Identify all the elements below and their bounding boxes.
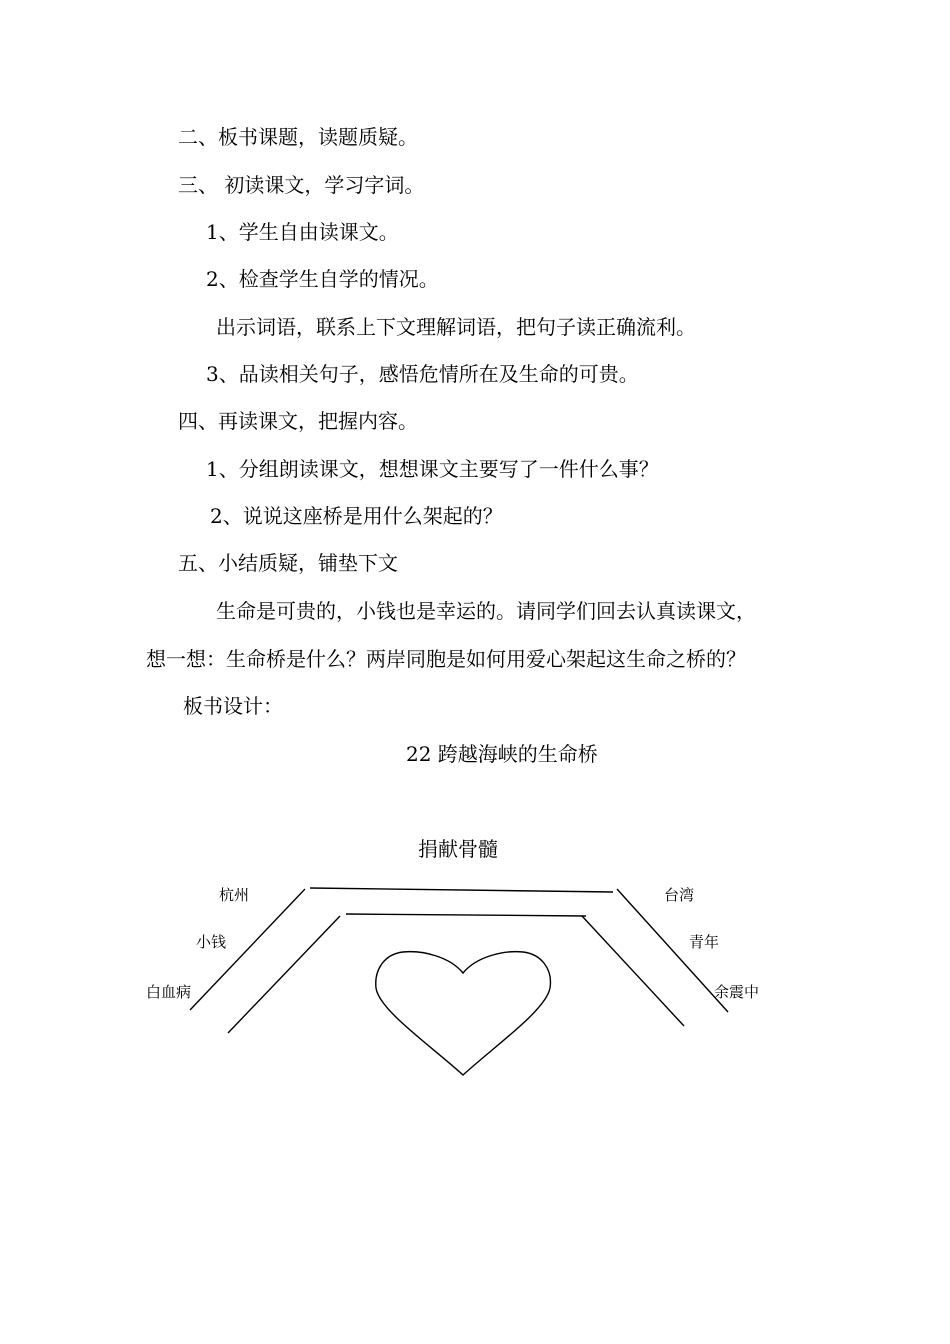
bridge-inner-right-line [582,916,684,1026]
board-right-label-3: 余震中 [714,983,760,1001]
bridge-outer-right-line [617,889,728,1012]
board-left-label-2: 小钱 [196,933,227,951]
board-left-label-1: 杭州 [219,886,250,904]
heart-icon [376,952,551,1075]
step-three-heading: 三、 初读课文，学习字词。 [178,173,425,197]
board-left-label-3: 白血病 [146,983,192,1001]
step-four-heading: 四、再读课文，把握内容。 [178,409,418,433]
summary-line-1: 生命是可贵的，小钱也是幸运的。请同学们回去认真读课文， [216,599,756,623]
summary-line-2: 想一想：生命桥是什么？两岸同胞是如何用爱心架起这生命之桥的？ [146,647,746,671]
board-top-label: 捐献骨髓 [418,837,498,861]
step-three-item-2: 2、检查学生自学的情况。 [206,267,439,291]
step-three-item-3: 3、品读相关句子，感悟危情所在及生命的可贵。 [206,362,639,386]
bridge-inner-left-line [228,916,340,1033]
step-four-item-1: 1、分组朗读课文，想想课文主要写了一件什么事？ [206,457,659,481]
board-title: 22 跨越海峡的生命桥 [406,742,598,766]
bridge-inner-top-line [346,914,586,916]
bridge-outer-top-line [310,888,613,892]
step-three-item-2-detail: 出示词语，联系上下文理解词语，把句子读正确流利。 [216,315,696,339]
bridge-outer-left-line [190,889,305,1010]
step-five-heading: 五、小结质疑，铺垫下文 [178,551,398,575]
step-two-heading: 二、板书课题，读题质疑。 [178,125,418,149]
board-right-label-2: 青年 [689,933,720,951]
step-four-item-2: 2、说说这座桥是用什么架起的？ [210,504,503,528]
board-right-label-1: 台湾 [664,886,695,904]
step-three-item-1: 1、学生自由读课文。 [206,220,399,244]
board-design-heading: 板书设计： [183,694,283,718]
